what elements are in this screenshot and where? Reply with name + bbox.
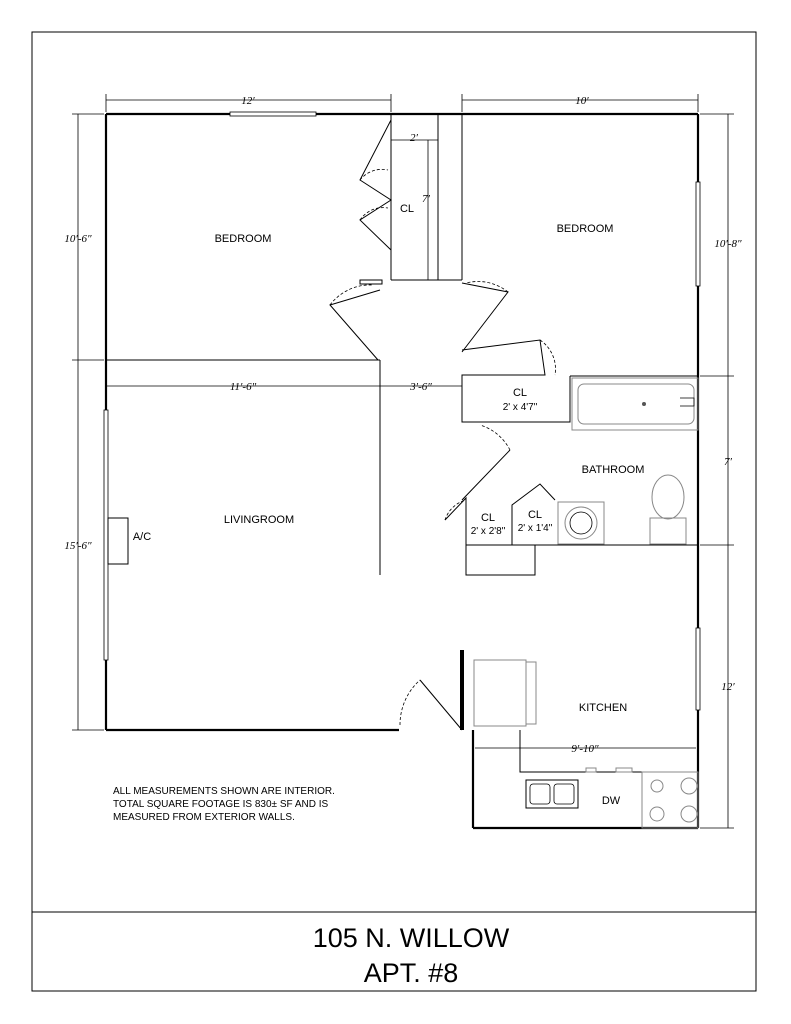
dim-right-kitchen-height: 12′ [721, 681, 735, 693]
ac-label: A/C [132, 531, 152, 543]
room-label-closet-small-b: CL [527, 509, 543, 521]
room-label-bedroom-left: BEDROOM [214, 233, 272, 245]
dim-left-upper-height: 10′-6″ [64, 233, 92, 245]
sink-icon [558, 502, 604, 544]
dim-right-upper-height: 10′-8″ [714, 238, 742, 250]
closet-small-a-size: 2' x 2'8" [470, 526, 506, 537]
dim-left-lower-height: 15′-6″ [64, 540, 92, 552]
dim-living-width: 11′-6″ [229, 381, 257, 393]
room-label-livingroom: LIVINGROOM [223, 514, 295, 526]
dim-closet-depth: 7′ [422, 193, 430, 205]
kitchen-counter [520, 730, 698, 828]
note-line-1: ALL MEASUREMENTS SHOWN ARE INTERIOR. [113, 786, 335, 797]
dim-hall-width: 3′-6″ [410, 381, 432, 393]
closet-hall-size: 2' x 4'7" [502, 402, 538, 413]
dim-top-right-width: 10′ [575, 95, 589, 107]
room-label-bathroom: BATHROOM [581, 464, 645, 476]
closet-small-b-size: 2' x 1'4" [517, 523, 553, 534]
dim-top-left-width: 12′ [241, 95, 255, 107]
room-label-bedroom-right: BEDROOM [556, 223, 614, 235]
refrigerator-icon [474, 660, 536, 726]
toilet-icon [650, 475, 686, 544]
room-label-closet-small-a: CL [480, 512, 496, 524]
sheet-border [32, 32, 756, 991]
dim-kitchen-width: 9′-10″ [571, 743, 599, 755]
dishwasher-label: DW [601, 795, 621, 807]
room-label-kitchen: KITCHEN [578, 702, 628, 714]
dim-right-bath-height: 7′ [724, 456, 732, 468]
title-address: 105 N. WILLOW [312, 923, 510, 953]
dim-closet-width: 2′ [410, 132, 418, 144]
room-label-closet-hall: CL [512, 387, 528, 399]
ac-unit-icon [108, 518, 128, 564]
windows [104, 112, 700, 710]
title-unit: APT. #8 [363, 958, 459, 988]
note-line-3: MEASURED FROM EXTERIOR WALLS. [113, 812, 295, 823]
note-line-2: TOTAL SQUARE FOOTAGE IS 830± SF AND IS [113, 799, 329, 810]
room-label-closet-bedroom: CL [399, 203, 415, 215]
bathtub-icon [572, 378, 698, 430]
kitchen-sink-icon [526, 780, 578, 808]
